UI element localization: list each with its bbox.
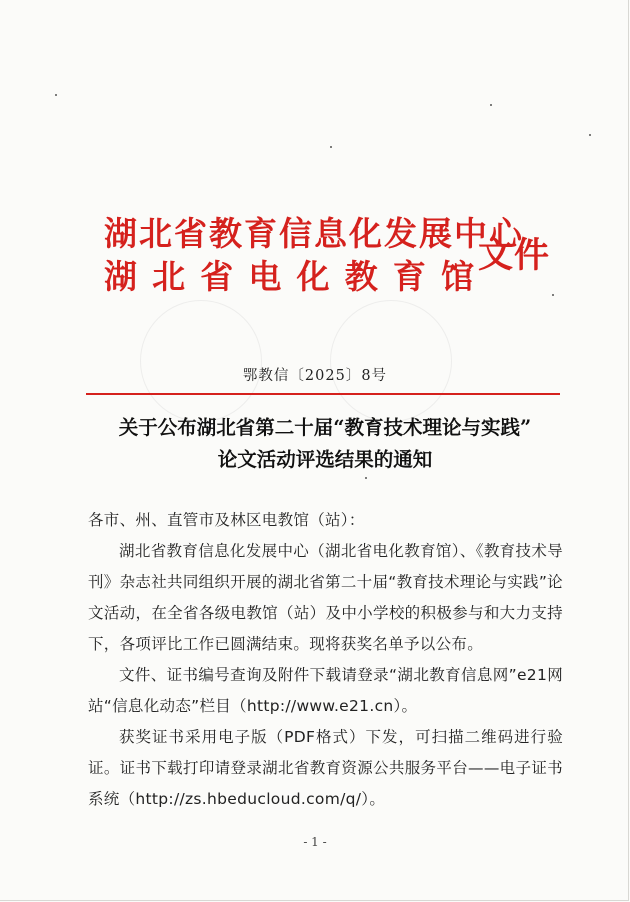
- salutation: 各市、州、直管市及林区电教馆（站）：: [88, 511, 365, 529]
- document-title-line2: 论文活动评选结果的通知: [217, 448, 433, 471]
- header-org-line2-char: 电: [248, 257, 282, 296]
- scan-speck: [365, 477, 367, 479]
- header-org-line2-char: 馆: [440, 257, 474, 296]
- red-divider-line: [86, 393, 560, 395]
- header-org-line2-char: 教: [344, 257, 378, 296]
- header-org-line2-char: 省: [200, 257, 234, 296]
- document-header: [104, 214, 554, 304]
- header-suffix: 文件: [478, 235, 551, 276]
- body-paragraph: 获奖证书采用电子版（PDF格式）下发，可扫描二维码进行验证。证书下载打印请登录湖北省教育资源公共服务平台——电子证书系统（http://zs.hbeducloud.com/q/）。: [88, 728, 563, 808]
- header-org-line1: 湖北省教育信息化发展中心: [104, 214, 524, 253]
- document-number: 鄂教信〔2025〕8号: [242, 368, 388, 384]
- body-paragraph: 文件、证书编号查询及附件下载请登录“湖北教育信息网”e21网站“信息化动态”栏目（http://www.e21.cn）。: [88, 666, 563, 715]
- header-org-line2-char: 湖: [104, 257, 137, 296]
- scan-speck: [55, 94, 57, 96]
- header-org-line2-char: 育: [392, 257, 426, 296]
- scan-speck: [589, 134, 591, 136]
- scan-speck: [490, 104, 492, 106]
- header-org-line2: [104, 257, 474, 297]
- header-org-line2-char: 北: [152, 257, 186, 296]
- page-number: - 1 -: [303, 835, 327, 849]
- scan-speck: [330, 146, 332, 148]
- header-org-line2-char: 化: [296, 257, 330, 296]
- faint-seal-mark: [330, 300, 452, 422]
- body-paragraph: 湖北省教育信息化发展中心（湖北省电化教育馆）、《教育技术导刊》杂志社共同组织开展的湖北省第二十届“教育技术理论与实践”论文活动，在全省各级电教馆（站）及中小学校的积极参与和大力支持下，各项评比工作已圆满结束。现将获奖名单予以公布。: [88, 542, 563, 653]
- document-title-line1: 关于公布湖北省第二十届“教育技术理论与实践”: [118, 416, 532, 439]
- document-body: [88, 505, 563, 815]
- faint-seal-mark: [140, 300, 262, 422]
